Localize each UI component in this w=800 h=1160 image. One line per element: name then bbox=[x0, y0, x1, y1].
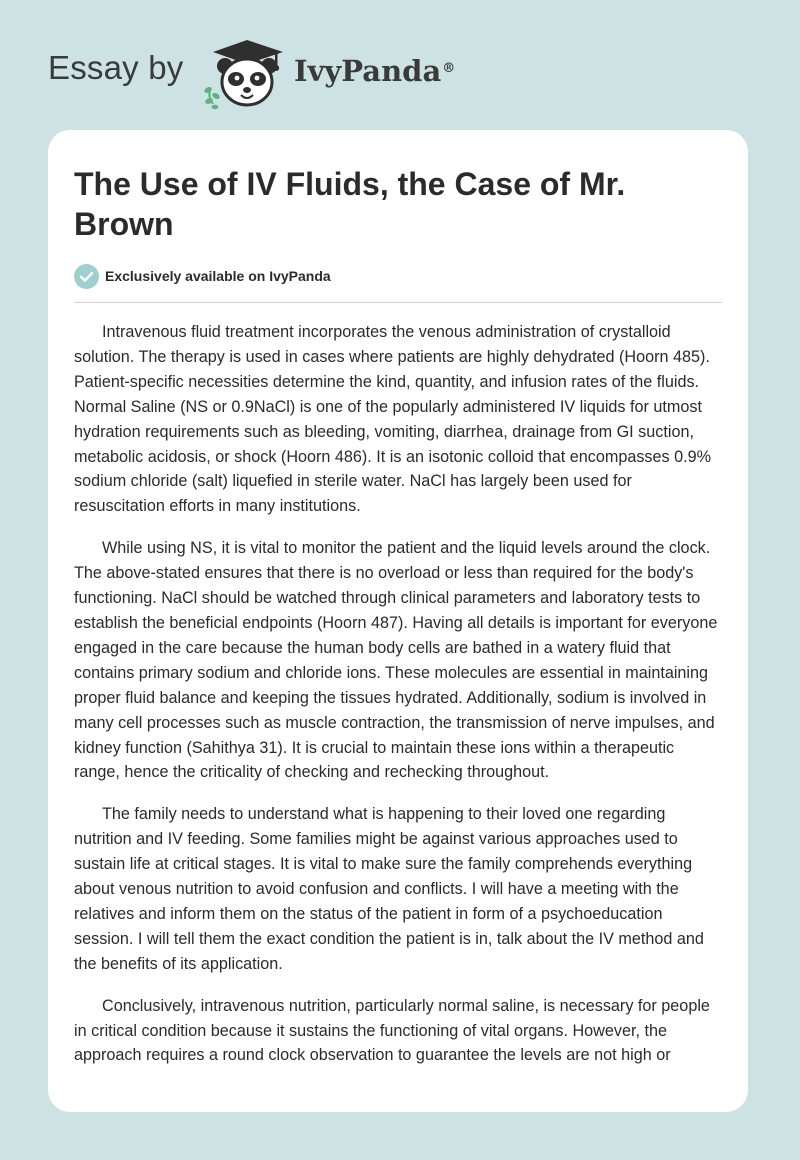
essay-title: The Use of IV Fluids, the Case of Mr. Brown bbox=[74, 166, 626, 242]
exclusive-label: Exclusively available on IvyPanda bbox=[105, 268, 331, 284]
divider bbox=[74, 302, 722, 303]
paragraph: Intravenous fluid treatment incorporates the venous administration of crystalloid solution. The therapy is used in cases where patients are highly dehydrated (Hoorn 485). Patient-specific necessities determine the kind, quantity, and infusion rates of the fluids. Normal Saline (NS or 0.9NaCl) is one of the popularly administered IV liquids for utmost hydration requirements such as bleeding, vomiting, diarrhea, drainage from GI suction, metabolic acidosis, or shock (Hoorn 486). It is an isotonic colloid that encompasses 0.9% sodium chloride (salt) liquefied in sterile water. NaCl has largely been used for resuscitation efforts in many institutions. bbox=[74, 323, 712, 516]
brand-name-text: IvyPanda bbox=[294, 54, 442, 88]
paragraph: The family needs to understand what is happening to their loved one regarding nutrition and IV feeding. Some families might be against various approaches used to sustain life at critical stages. It is vital to make sure the family comprehends everything about venous nutrition to avoid confusion and conflicts. I will have a meeting with the relatives and inform them on the status of the patient in form of a psychoeducation session. I will tell them the exact condition the patient is in, talk about the IV method and the benefits of its application. bbox=[74, 805, 704, 973]
paragraph: While using NS, it is vital to monitor the patient and the liquid levels around the clock. The above-stated ensures that there is no overload or less than required for the body's functioning. NaCl should be watched through clinical parameters and laboratory tests to establish the beneficial endpoints (Hoorn 487). Having all details is important for everyone engaged in the care because the human body cells are bathed in a watery fluid that contains primary sodium and chloride ions. These molecules are essential in maintaining proper fluid balance and keeping the tissues hydrated. Additionally, sodium is involved in many cell processes such as muscle contraction, the transmission of nerve impulses, and kidney function (Sahithya 31). It is crucial to maintain these ions within a therapeutic range, hence the criticality of checking and rechecking throughout. bbox=[74, 539, 718, 782]
brand-name[interactable] bbox=[294, 53, 455, 89]
panda-graduation-cap-icon[interactable] bbox=[203, 38, 291, 110]
check-icon bbox=[74, 264, 99, 289]
exclusive-badge bbox=[74, 263, 331, 289]
paragraph: Conclusively, intravenous nutrition, particularly normal saline, is necessary for people in critical condition because it sustains the functioning of vital organs. However, the approach requires a round clock observation to guarantee the levels are not high or bbox=[74, 996, 710, 1065]
essay-by-label: Essay by bbox=[48, 49, 184, 86]
registered-mark: ® bbox=[442, 61, 456, 76]
site-header bbox=[0, 0, 800, 120]
essay-body bbox=[74, 320, 724, 1085]
essay-card bbox=[48, 130, 748, 1112]
